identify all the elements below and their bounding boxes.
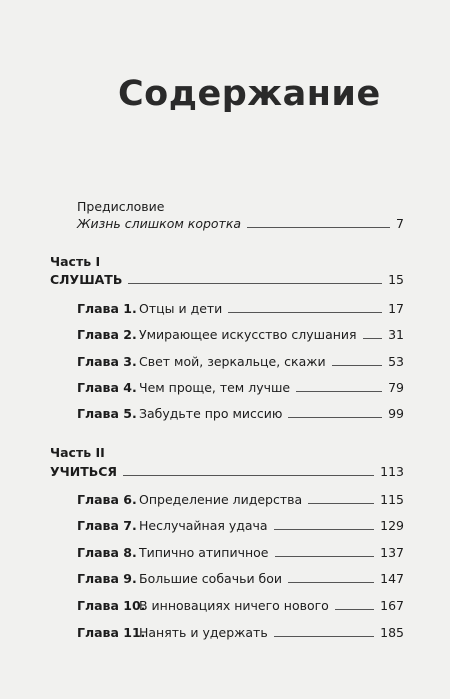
chapter-number: Глава 10. (77, 598, 146, 613)
page-number: 79 (388, 380, 404, 395)
chapter-number: Глава 4. (77, 380, 137, 395)
page-number: 115 (380, 492, 404, 507)
dot-leader (274, 529, 375, 530)
page-number: 7 (396, 216, 404, 231)
chapter-number: Глава 6. (77, 492, 137, 507)
page-number: 167 (380, 598, 404, 613)
dot-leader (308, 503, 374, 504)
page-number: 137 (380, 545, 404, 560)
toc-entry-part-2[interactable] (50, 464, 404, 479)
toc-entry-chapter-8[interactable] (77, 545, 404, 560)
chapter-title: Умирающее искусство слушания (139, 327, 357, 342)
chapter-number: Глава 5. (77, 406, 137, 421)
chapter-number: Глава 7. (77, 518, 137, 533)
dot-leader (296, 391, 382, 392)
dot-leader (275, 556, 375, 557)
toc-entry-chapter-1[interactable] (77, 301, 404, 316)
chapter-title: Неслучайная удача (139, 518, 268, 533)
preface-title: Жизнь слишком коротка (77, 216, 242, 231)
dot-leader (288, 582, 374, 583)
chapter-title: Нанять и удержать (139, 625, 268, 640)
chapter-title: Чем проще, тем лучше (139, 380, 291, 395)
page-number: 53 (388, 354, 404, 369)
toc-entry-chapter-3[interactable] (77, 354, 404, 369)
toc-entry-chapter-2[interactable] (77, 327, 404, 342)
dot-leader (288, 417, 382, 418)
page-number: 99 (388, 406, 404, 421)
chapter-title: В инновациях ничего нового (139, 598, 329, 613)
chapter-title: Определение лидерства (139, 492, 303, 507)
dot-leader (128, 283, 382, 284)
toc-entry-chapter-7[interactable] (77, 518, 404, 533)
page-number: 185 (380, 625, 404, 640)
page-number: 17 (388, 301, 404, 316)
toc-entry-chapter-9[interactable] (77, 571, 404, 586)
chapter-number: Глава 11. (77, 625, 146, 640)
toc-entry-part-1[interactable] (50, 272, 404, 287)
chapter-title: Большие собачьи бои (139, 571, 283, 586)
page-number: 31 (388, 327, 404, 342)
chapter-title: Свет мой, зеркальце, скажи (139, 354, 326, 369)
chapter-title: Забудьте про миссию (139, 406, 283, 421)
part-2-label: Часть II (50, 445, 105, 460)
preface-label: Предисловие (77, 199, 165, 214)
dot-leader (274, 636, 374, 637)
chapter-number: Глава 9. (77, 571, 137, 586)
chapter-number: Глава 2. (77, 327, 137, 342)
dot-leader (228, 312, 382, 313)
part-2-title: УЧИТЬСЯ (50, 464, 118, 479)
part-1-label: Часть I (50, 254, 101, 269)
page-number: 129 (380, 518, 404, 533)
page-title: Содержание (118, 74, 381, 114)
part-1-title: СЛУШАТЬ (50, 272, 123, 287)
toc-entry-preface[interactable] (77, 216, 404, 231)
toc-entry-chapter-4[interactable] (77, 380, 404, 395)
chapter-number: Глава 1. (77, 301, 137, 316)
toc-entry-chapter-11[interactable] (77, 625, 404, 640)
toc-entry-chapter-6[interactable] (77, 492, 404, 507)
page-number: 147 (380, 571, 404, 586)
toc-entry-chapter-10[interactable] (77, 598, 404, 613)
chapter-number: Глава 3. (77, 354, 137, 369)
chapter-title: Отцы и дети (139, 301, 223, 316)
dot-leader (332, 365, 382, 366)
dot-leader (247, 227, 390, 228)
chapter-title: Типично атипичное (139, 545, 269, 560)
page-number: 113 (380, 464, 404, 479)
dot-leader (335, 609, 374, 610)
toc-entry-chapter-5[interactable] (77, 406, 404, 421)
dot-leader (363, 338, 383, 339)
page-number: 15 (388, 272, 404, 287)
dot-leader (123, 475, 374, 476)
chapter-number: Глава 8. (77, 545, 137, 560)
